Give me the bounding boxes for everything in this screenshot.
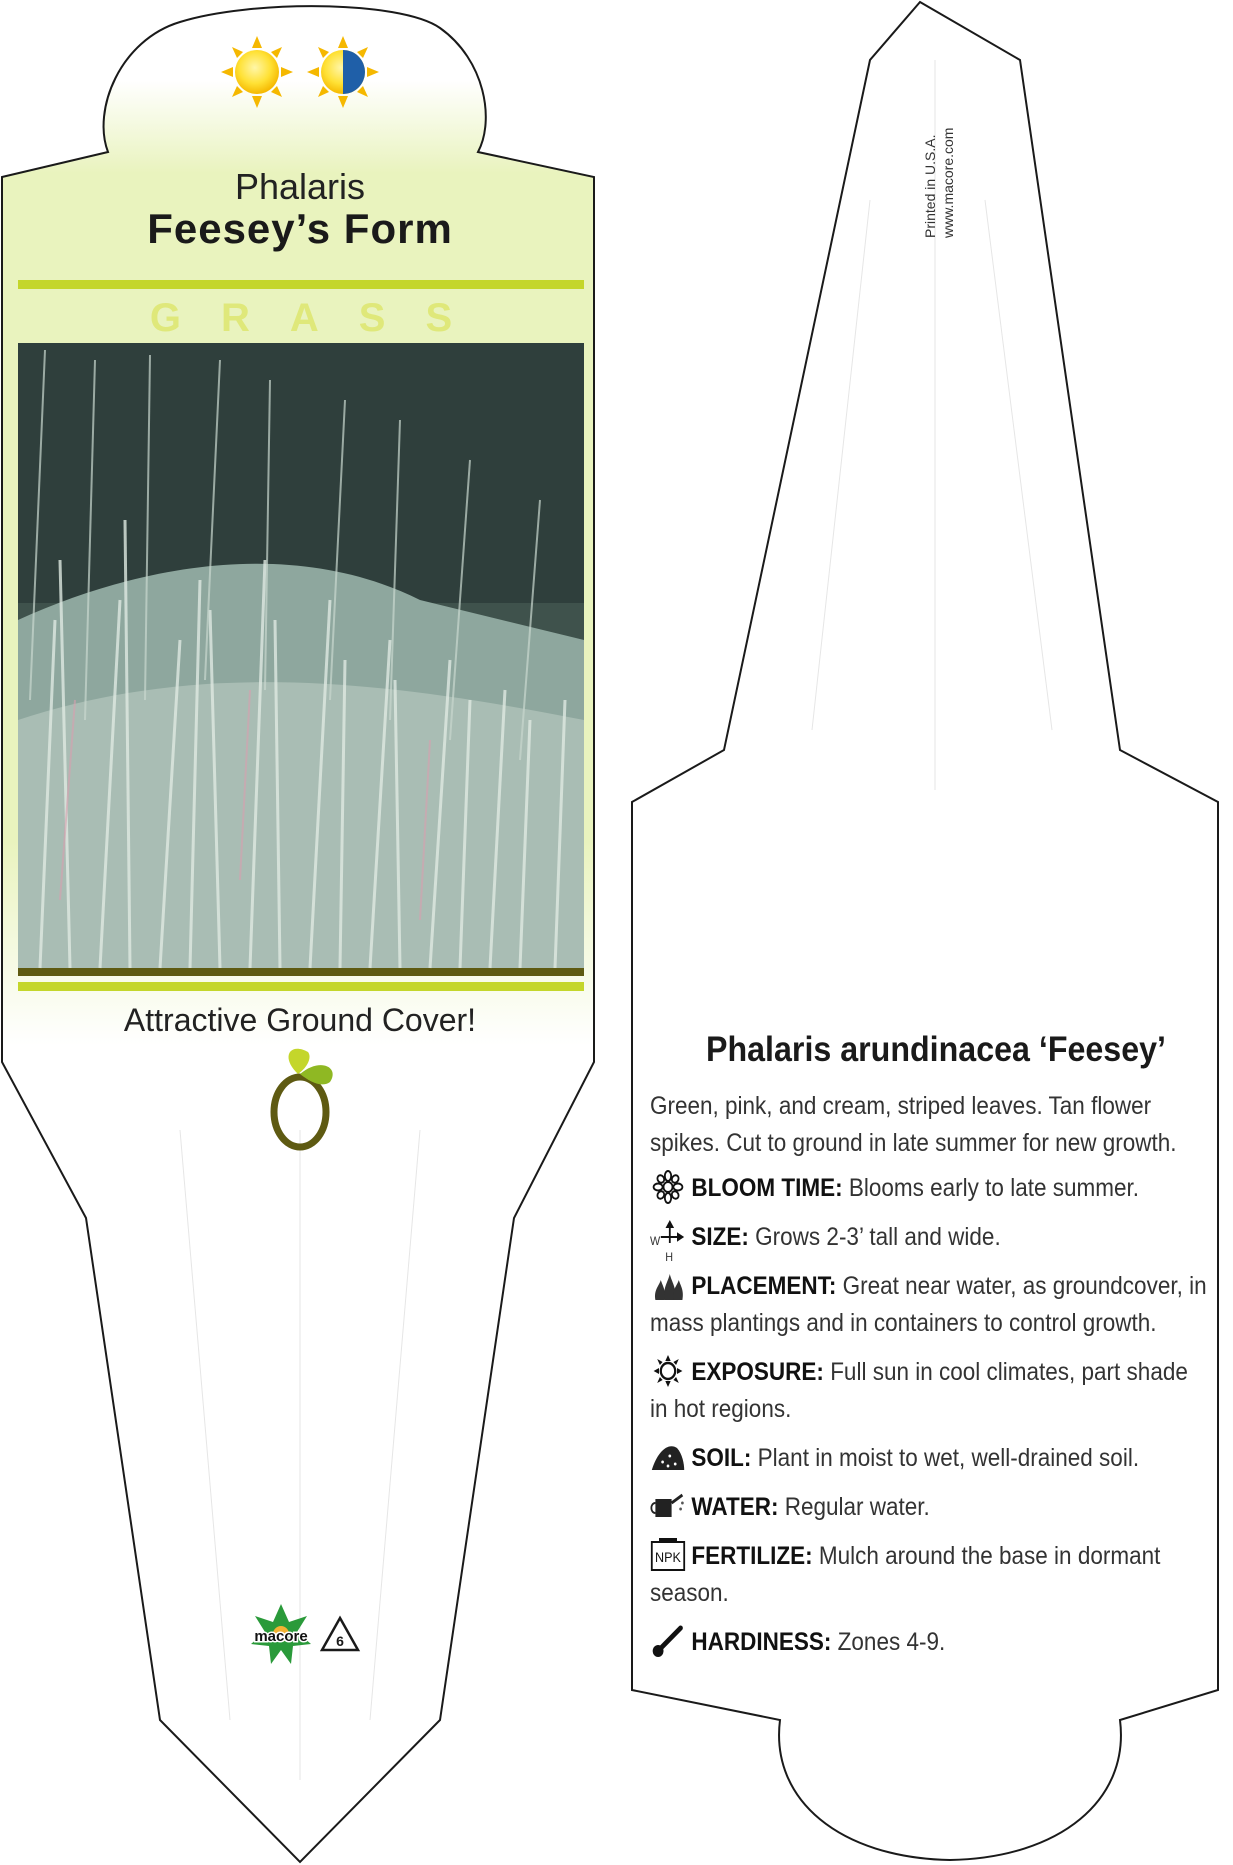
botanical-name: Phalaris arundinacea ‘Feesey’	[706, 1030, 1166, 1069]
printed-line1: Printed in U.S.A.	[922, 134, 938, 238]
svg-text:NPK: NPK	[655, 1549, 681, 1566]
attr-hardiness: HARDINESS: Zones 4-9.	[650, 1624, 1208, 1661]
attr-size: W H SIZE: Grows 2-3’ tall and wide.	[650, 1219, 1208, 1256]
sun-outline-icon	[650, 1354, 686, 1388]
attr-water: WATER: Regular water.	[650, 1489, 1208, 1526]
plants-icon	[650, 1268, 686, 1302]
npk-icon	[650, 1538, 686, 1572]
bottom-band	[18, 968, 584, 976]
care-info	[650, 1030, 1222, 1673]
plant-cultivar: Feesey’s Form	[147, 205, 453, 252]
attr-bloom-time: BLOOM TIME: Blooms early to late summer.	[650, 1170, 1208, 1207]
printed-info	[900, 100, 960, 240]
thermometer-icon	[650, 1624, 686, 1658]
attr-soil: SOIL: Plant in moist to wet, well-drained soil.	[650, 1440, 1208, 1477]
recycle-code: 6	[336, 1633, 344, 1649]
bottom-accent-bar	[18, 982, 584, 991]
watering-can-icon	[650, 1489, 686, 1523]
size-icon-h: H	[665, 1250, 674, 1264]
soil-icon	[650, 1440, 686, 1474]
macore-logo-text: macore	[254, 1628, 308, 1645]
description: Green, pink, and cream, striped leaves. Tan flower spikes. Cut to ground in late summer for new growth.	[650, 1092, 1177, 1157]
top-accent-bar	[18, 280, 584, 289]
grass-photo	[18, 343, 584, 968]
attr-exposure: EXPOSURE: Full sun in cool climates, part shade in hot regions.	[650, 1354, 1208, 1428]
size-icon-w: W	[650, 1234, 661, 1248]
attr-fertilize: NPK FERTILIZE: Mulch around the base in dormant season.	[650, 1538, 1208, 1612]
tagline: Attractive Ground Cover!	[123, 1002, 477, 1038]
plant-genus: Phalaris	[234, 166, 366, 207]
flower-icon	[650, 1170, 686, 1204]
category-label: GRASS	[149, 296, 493, 340]
attr-placement: PLACEMENT: Great near water, as groundcover, in mass plantings and in containers to control growth.	[650, 1268, 1208, 1342]
printed-line2: www.macore.com	[940, 127, 956, 238]
